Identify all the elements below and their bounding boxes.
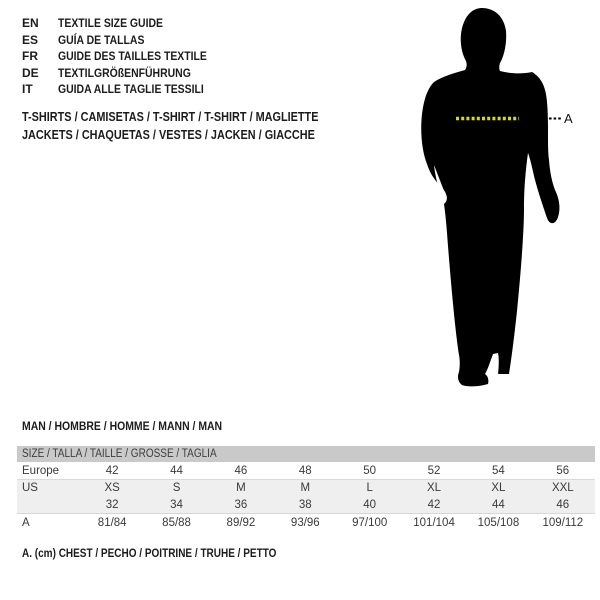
cell: 42 xyxy=(402,496,466,514)
row-label: US xyxy=(17,480,80,497)
cell: XL xyxy=(466,480,530,497)
cell: 42 xyxy=(80,462,144,480)
language-code-en: EN xyxy=(22,16,39,30)
guide-title-de: TEXTILGRÖßENFÜHRUNG xyxy=(58,65,191,80)
category-line-jackets: JACKETS / CHAQUETAS / VESTES / JACKEN / GIACCHE xyxy=(22,127,315,142)
row-label: A xyxy=(17,514,80,533)
category-line-tshirts: T-SHIRTS / CAMISETAS / T-SHIRT / T-SHIRT / MAGLIETTE xyxy=(22,110,319,124)
row-label xyxy=(17,496,80,514)
measure-label-a: A xyxy=(564,111,573,126)
cell: 48 xyxy=(273,462,337,480)
language-guide-item xyxy=(22,48,229,65)
section-title-man: MAN / HOMBRE / HOMME / MANN / MAN xyxy=(22,419,223,433)
man-silhouette-figure xyxy=(415,5,585,395)
language-guide-item xyxy=(22,32,229,49)
cell: 85/88 xyxy=(144,514,208,533)
cell: 109/112 xyxy=(531,514,595,533)
guide-title-it: GUIDA ALLE TAGLIE TESSILI xyxy=(58,82,204,97)
cell: 46 xyxy=(531,496,595,514)
cell: 36 xyxy=(209,496,273,514)
cell: 101/104 xyxy=(402,514,466,533)
guide-title-en: TEXTILE SIZE GUIDE xyxy=(58,16,163,30)
language-code-es: ES xyxy=(22,32,39,47)
cell: 52 xyxy=(402,462,466,480)
size-table-header: SIZE / TALLA / TAILLE / GRÖSSE / TAGLIA xyxy=(17,446,595,462)
cell: XL xyxy=(402,480,466,497)
cell: 54 xyxy=(466,462,530,480)
row-label: Europe xyxy=(17,462,80,480)
cell: 81/84 xyxy=(80,514,144,533)
language-guide-item xyxy=(22,15,229,32)
cell: 44 xyxy=(144,462,208,480)
cell: 97/100 xyxy=(338,514,402,533)
table-row-europe xyxy=(17,462,595,480)
cell: 40 xyxy=(338,496,402,514)
guide-title-fr: GUIDE DES TAILLES TEXTILE xyxy=(58,49,207,64)
cell: 89/92 xyxy=(209,514,273,533)
language-guide-item xyxy=(22,65,229,82)
cell: 38 xyxy=(273,496,337,514)
cell: L xyxy=(338,480,402,497)
guide-title-es: GUÍA DE TALLAS xyxy=(58,32,145,47)
cell: 46 xyxy=(209,462,273,480)
size-table xyxy=(17,446,595,532)
cell: XXL xyxy=(531,480,595,497)
language-code-de: DE xyxy=(22,65,39,80)
language-code-fr: FR xyxy=(22,49,38,64)
cell: 50 xyxy=(338,462,402,480)
cell: M xyxy=(273,480,337,497)
cell: S xyxy=(144,480,208,497)
man-silhouette xyxy=(421,8,559,386)
language-guide-list xyxy=(22,15,229,98)
cell: 34 xyxy=(144,496,208,514)
cell: 56 xyxy=(531,462,595,480)
cell: 105/108 xyxy=(466,514,530,533)
measurement-footnote: A. (cm) CHEST / PECHO / POITRINE / TRUHE / PETTO xyxy=(22,548,277,560)
cell: 93/96 xyxy=(273,514,337,533)
size-table-header-row xyxy=(17,446,595,462)
table-row-us xyxy=(17,480,595,497)
category-lines xyxy=(22,109,363,144)
table-row-chest-a xyxy=(17,514,595,533)
cell: M xyxy=(209,480,273,497)
cell: 32 xyxy=(80,496,144,514)
table-row-numeric xyxy=(17,496,595,514)
cell: XS xyxy=(80,480,144,497)
language-guide-item xyxy=(22,81,229,98)
language-code-it: IT xyxy=(22,82,33,97)
cell: 44 xyxy=(466,496,530,514)
